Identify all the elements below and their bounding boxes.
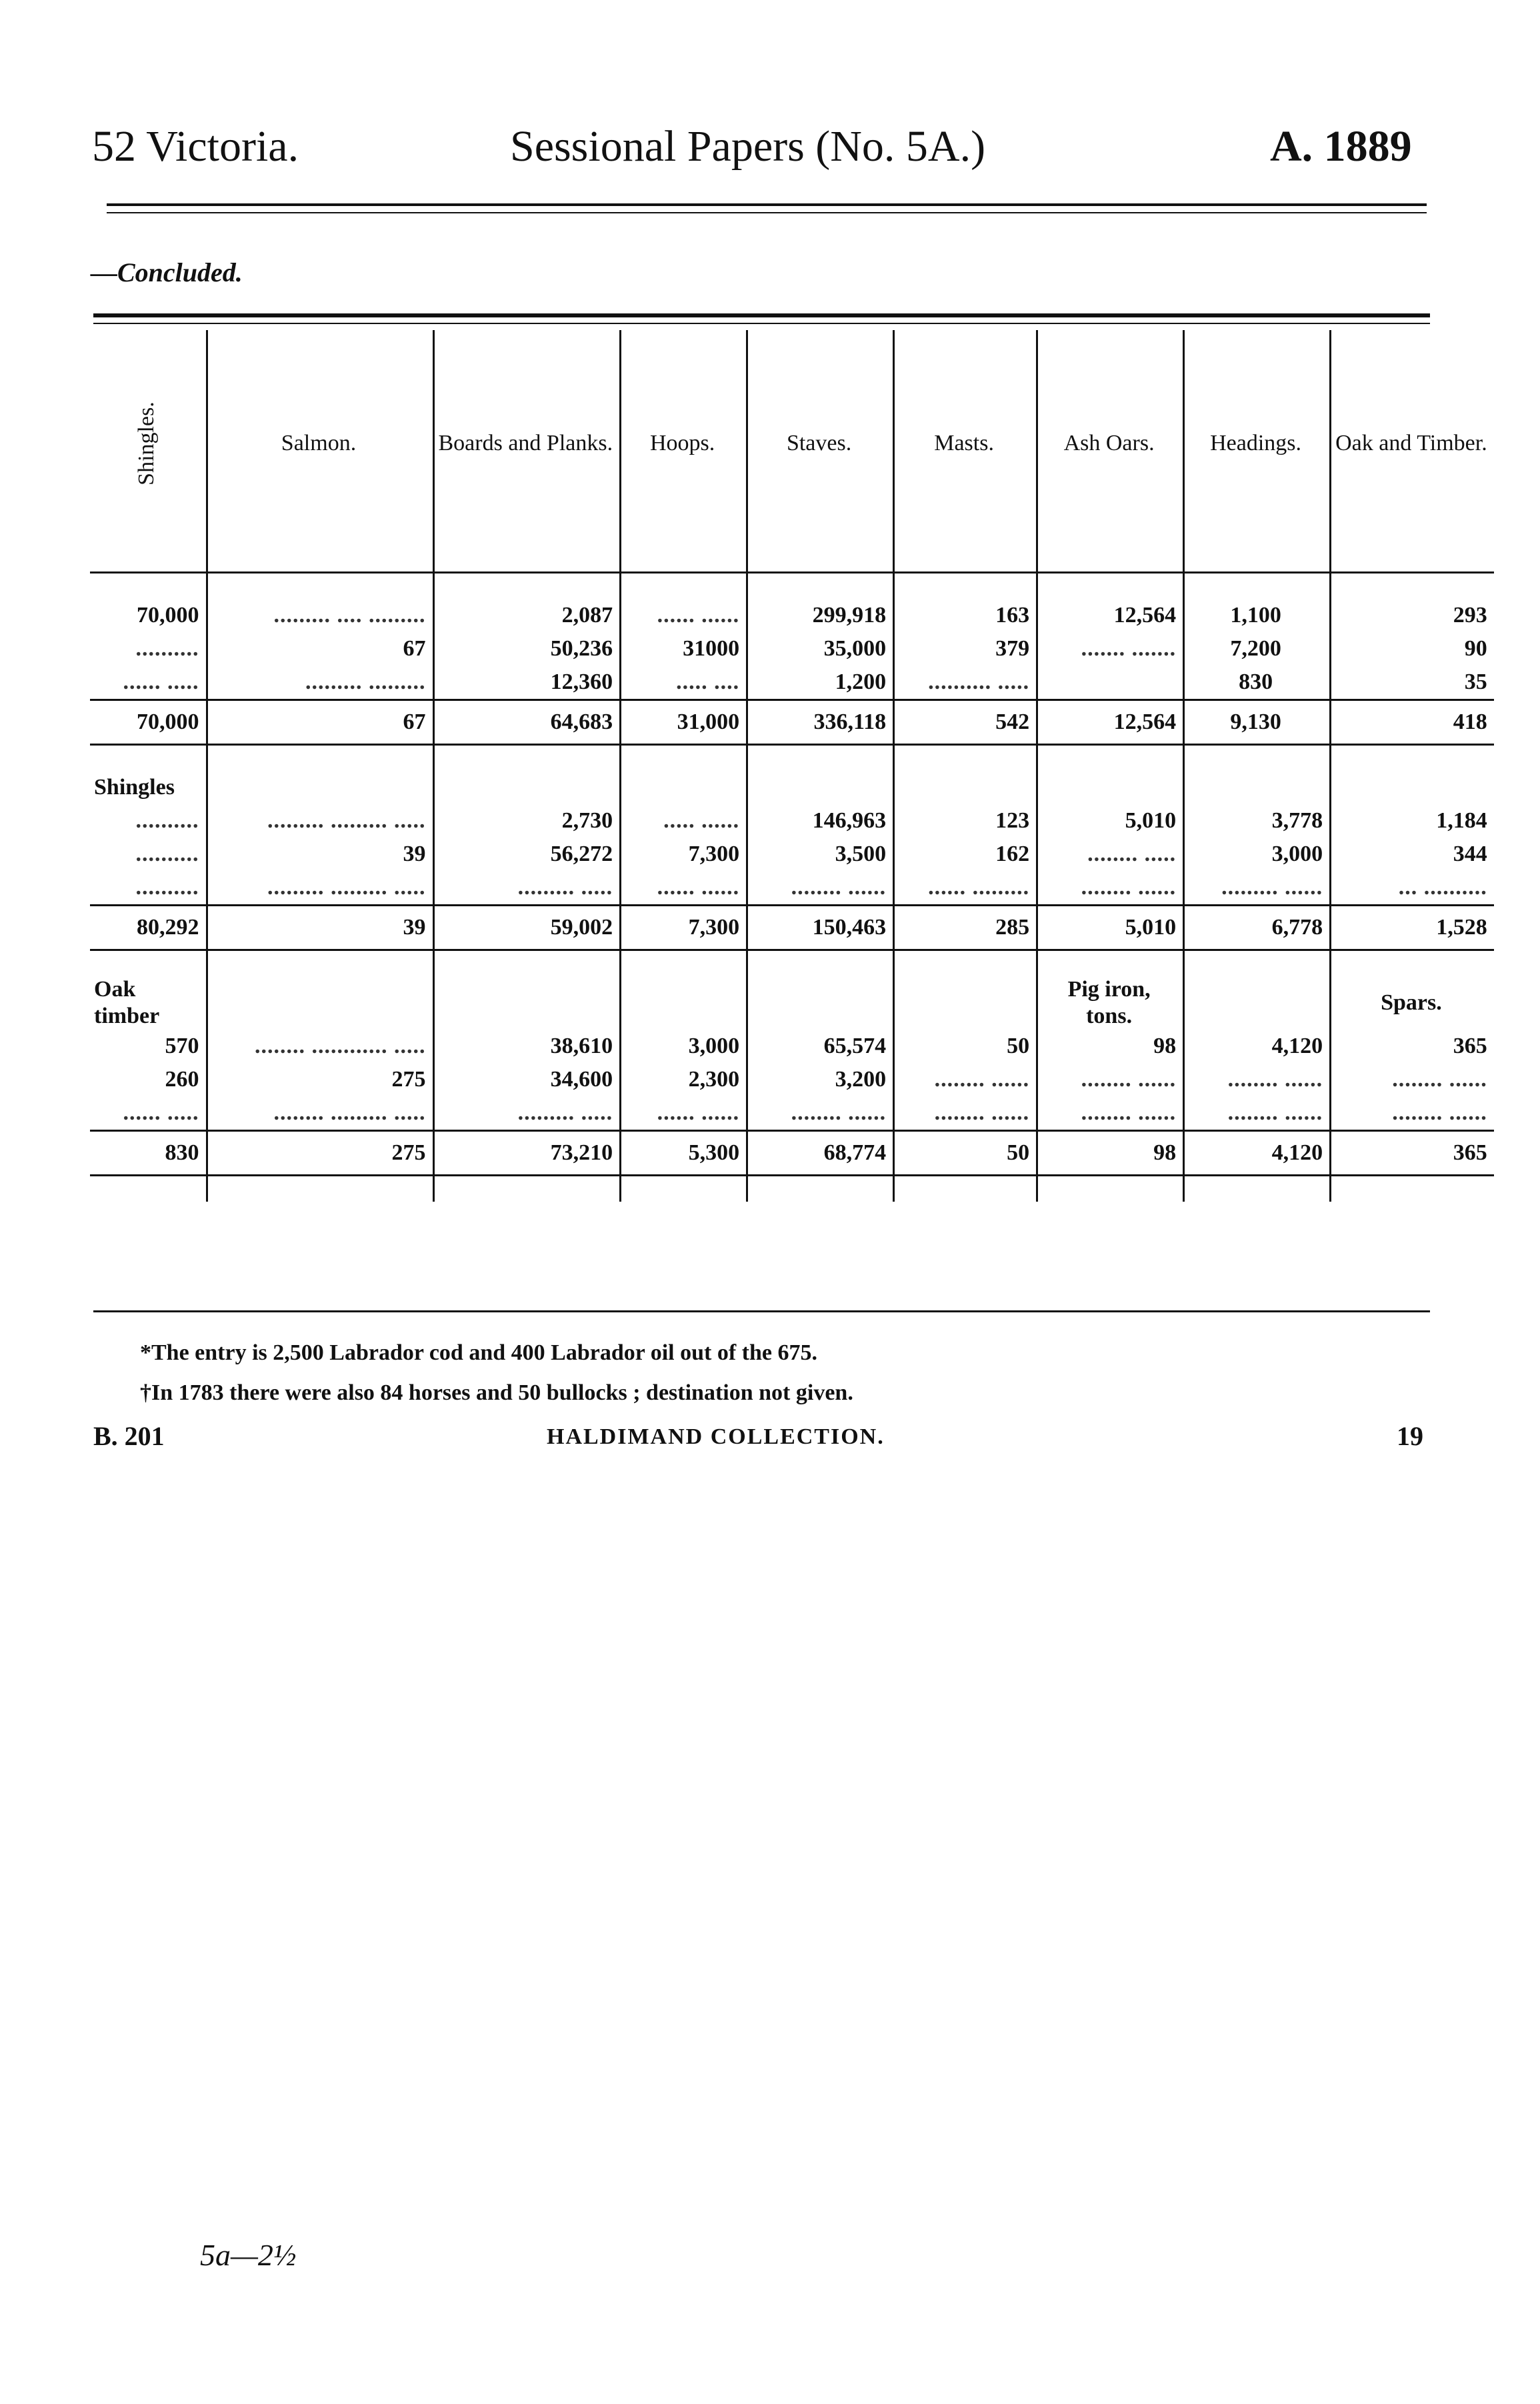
- col-header-staves: Staves.: [747, 330, 894, 557]
- header-center: Sessional Papers (No. 5A.): [510, 122, 986, 171]
- table-top-rule-thin: [93, 323, 1430, 324]
- table-row: ...... ..... ........ ......... ..... ......... ..... ...... ...... ........ ...... ........ ...... ........ ...... ........ ...... ........ ......: [90, 1096, 1494, 1131]
- exports-table: [90, 330, 1494, 1202]
- group-label-pig-iron: Pig iron, tons.: [1037, 976, 1184, 1030]
- table-row: .......... ......... ......... ..... 2,730 ..... ...... 146,963 123 5,010 3,778 1,184: [90, 804, 1494, 838]
- table-row: .......... ......... ......... ..... ......... ..... ...... ...... ........ ...... ...... ......... ........ ...... ......... ...... ... ..........: [90, 871, 1494, 906]
- table-row: 260 275 34,600 2,300 3,200 ........ ...... ........ ...... ........ ...... ........ ......: [90, 1063, 1494, 1096]
- group-label-spars: Spars.: [1381, 990, 1442, 1015]
- group-label-shingles: Shingles: [90, 771, 207, 804]
- table-header-row: [90, 330, 1494, 557]
- col-header-oak-timber: Oak and Timber.: [1335, 431, 1487, 455]
- table-bottom-rule: [93, 1310, 1430, 1312]
- footnote-2: †In 1783 there were also 84 horses and 50 bullocks ; destination not given.: [140, 1380, 853, 1405]
- header-rule-thin: [107, 212, 1427, 213]
- table-row: ...... ..... ......... ......... 12,360 ..... .... 1,200 .......... ..... 830 35: [90, 666, 1494, 700]
- col-header-masts: Masts.: [894, 330, 1037, 557]
- table-row: 70,000 ......... .... ......... 2,087 ...... ...... 299,918 163 12,564 1,100 293: [90, 599, 1494, 632]
- header-rule: [107, 203, 1427, 206]
- total-row: 70,000 67 64,683 31,000 336,118 542 12,564 9,130 418: [90, 700, 1494, 745]
- table-row: .......... 39 56,272 7,300 3,500 162 ........ ..... 3,000 344: [90, 838, 1494, 871]
- concluded-label: —Concluded.: [91, 257, 243, 287]
- footer-center: HALDIMAND COLLECTION.: [547, 1424, 885, 1449]
- footnote-1: *The entry is 2,500 Labrador cod and 400 Labrador oil out of the 675.: [140, 1340, 817, 1365]
- header-right: A. 1889: [1270, 122, 1412, 171]
- col-header-headings: Headings.: [1184, 330, 1331, 557]
- col-header-shingles: Shingles.: [90, 330, 207, 557]
- total-row: 80,292 39 59,002 7,300 150,463 285 5,010 6,778 1,528: [90, 906, 1494, 950]
- footer-left: B. 201: [93, 1421, 165, 1451]
- table-top-rule: [93, 313, 1430, 317]
- total-row: 830 275 73,210 5,300 68,774 50 98 4,120 365: [90, 1131, 1494, 1176]
- table-row: 570 ........ ............ ..... 38,610 3,000 65,574 50 98 4,120 365: [90, 1030, 1494, 1063]
- page-number: 19: [1397, 1421, 1423, 1451]
- col-header-boards: Boards and Planks.: [433, 330, 621, 557]
- group-label-oak-timber: Oak timber: [90, 976, 207, 1030]
- col-header-salmon: Salmon.: [207, 330, 433, 557]
- group-label-row: [90, 771, 1494, 804]
- col-header-hoops: Hoops.: [621, 330, 747, 557]
- signature-mark: 5a—2½: [200, 2238, 297, 2272]
- col-header-ash-oars: Ash Oars.: [1037, 330, 1184, 557]
- group-label-row: [90, 976, 1494, 1030]
- header-left: 52 Victoria.: [92, 122, 299, 171]
- table-row: .......... 67 50,236 31000 35,000 379 ....... ....... 7,200 90: [90, 632, 1494, 666]
